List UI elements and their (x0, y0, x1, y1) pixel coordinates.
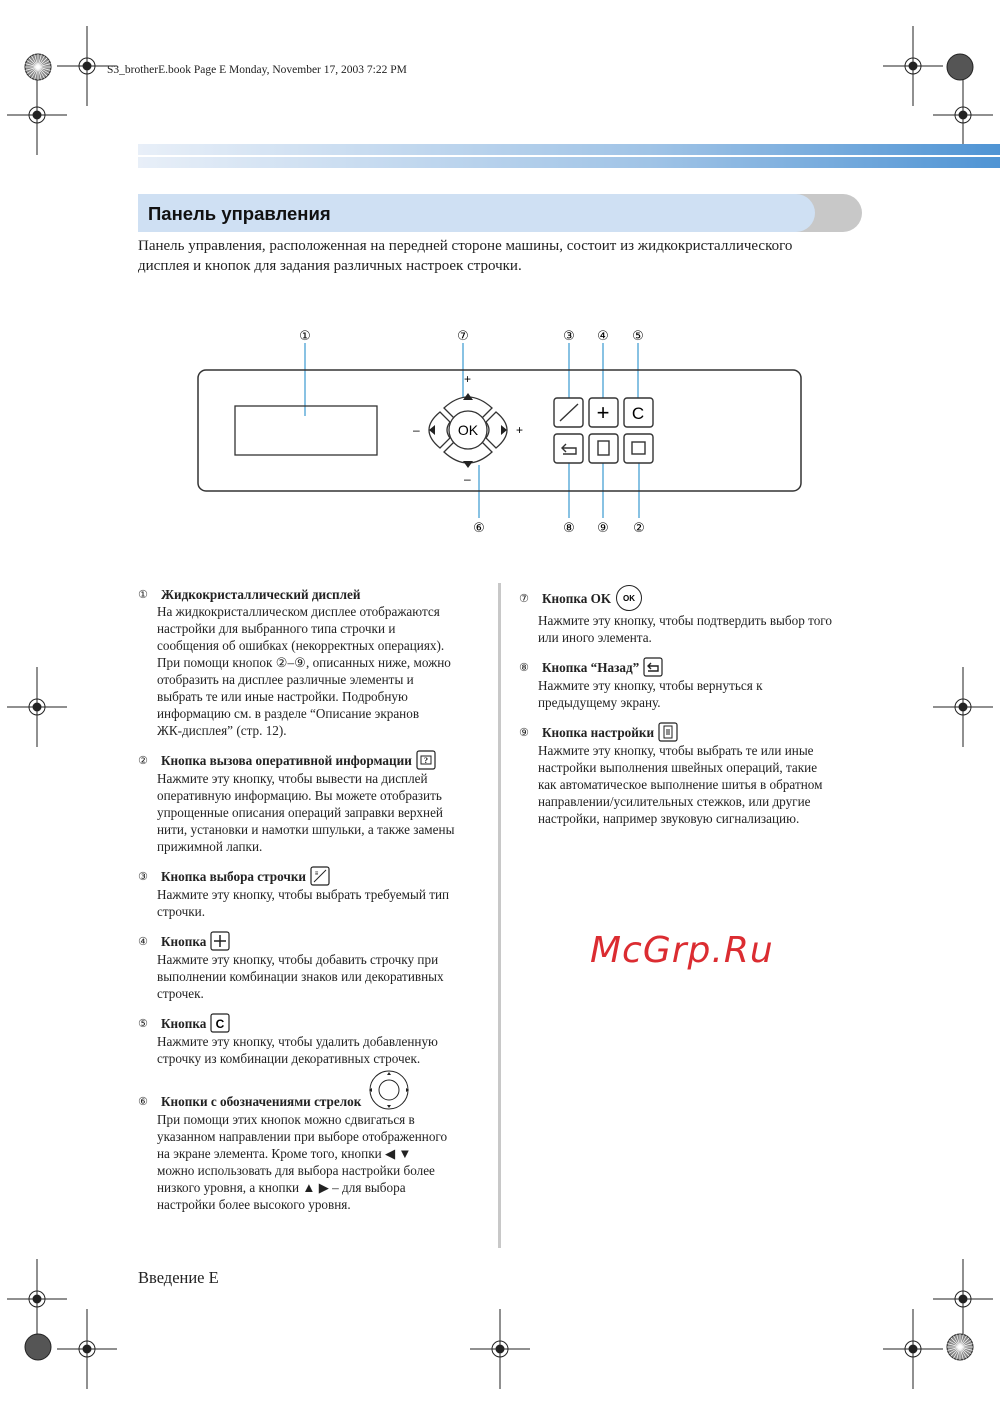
item-text-line: При помощи кнопок ②–⑨, описанных ниже, можно (157, 655, 451, 670)
registration-mark (7, 1259, 67, 1339)
item-number: ① (138, 588, 148, 601)
item-text-line: выбрать те или иные настройки. Подробную (157, 689, 408, 704)
item-text-line: настройки выполнения швейных операций, такие (538, 760, 818, 775)
ok-label: OK (457, 422, 479, 438)
stitch-button-icon (310, 866, 330, 886)
intro-line: Панель управления, расположенная на передней стороне машины, состоит из жидкокристаллического (138, 238, 793, 254)
item-text-line: информацию см. в разделе “Описание экранов (157, 706, 420, 721)
plus-button-icon (210, 931, 230, 951)
c-label: C (631, 404, 645, 423)
registration-mark (933, 75, 993, 155)
list-item (138, 1013, 488, 1067)
minus-left: – (413, 423, 420, 437)
item-text-line: Нажмите эту кнопку, чтобы вывести на дисплей (157, 771, 428, 786)
item-text-line: строчек. (157, 986, 204, 1001)
item-text-line: как автоматическое выполнение шитья в обратном (538, 777, 823, 792)
item-text-line: Нажмите эту кнопку, чтобы удалить добавленную (157, 1034, 438, 1049)
item-title-row (519, 657, 869, 677)
info-button-icon (416, 750, 436, 770)
svg-text:C: C (216, 1017, 225, 1031)
item-text-line: настройки для выбранного типа строчки и (157, 621, 396, 636)
page-title: Панель управления (148, 203, 331, 224)
list-item (138, 866, 488, 920)
item-title: Жидкокристаллический дисплей (161, 587, 361, 602)
item-number: ③ (138, 869, 148, 883)
item-title: Кнопка выбора строчки (161, 868, 307, 884)
registration-mark (933, 667, 993, 747)
back-button-icon (643, 657, 663, 677)
item-title-row (138, 1013, 488, 1033)
item-text-line: прижимной лапки. (157, 839, 263, 854)
minus-bottom: – (464, 472, 471, 486)
plus-top: + (464, 372, 472, 386)
plus-right: + (516, 423, 524, 437)
control-panel-diagram (190, 320, 810, 540)
item-text-line: сообщения об ошибках (некорректных операциях). (157, 638, 445, 653)
item-title: Кнопка “Назад” (542, 659, 640, 675)
item-text-line: настройки, например звуковую сигнализацию. (538, 811, 800, 826)
callout-5: ⑤ (632, 329, 644, 344)
color-target (25, 1334, 51, 1360)
item-title-row (138, 1093, 488, 1111)
item-title-row (138, 931, 488, 951)
intro-text (138, 237, 858, 276)
callout-2: ② (633, 521, 645, 536)
color-target (947, 54, 973, 80)
item-text-line: на экране элемента. Кроме того, кнопки ◀ ▼ (157, 1145, 412, 1161)
item-text-line: нити, установки и намотки шпульки, а также замены (157, 822, 455, 837)
item-text-line: направлении/усилительных стежков, или другие (538, 794, 811, 809)
item-text-line: настройки более высокого уровня. (157, 1196, 351, 1212)
item-title: Кнопка (161, 933, 207, 949)
item-text-line: упрощенные описания операций заправки верхней (157, 805, 443, 820)
item-text-line: предыдущему экрану. (538, 695, 661, 710)
page-footer: Введение E (138, 1268, 219, 1287)
item-text-line: Нажмите эту кнопку, чтобы добавить строчку при (157, 952, 439, 967)
item-number: ② (138, 753, 148, 767)
plus-label: + (596, 400, 610, 425)
callout-7: ⑦ (457, 329, 469, 344)
item-text-line: строчки. (157, 904, 206, 919)
list-item (138, 931, 488, 1002)
registration-mark (7, 75, 67, 155)
item-title-row (138, 750, 488, 770)
callout-8: ⑧ (563, 521, 575, 536)
item-text-line: указанном направлении при выборе отображенного (157, 1128, 448, 1144)
item-number: ⑥ (138, 1095, 148, 1109)
up-arrow-icon (463, 393, 473, 400)
item-title: Кнопка OK (542, 590, 612, 606)
item-text-line: ЖК-дисплея” (стр. 12). (157, 723, 287, 738)
item-text-line: можно использовать для выбора настройки более (157, 1162, 435, 1178)
item-text-line: оперативную информацию. Вы можете отобразить (157, 788, 442, 803)
item-title-row (138, 586, 488, 603)
item-number: ⑦ (519, 591, 529, 605)
blue-bar (138, 144, 1000, 168)
registration-mark (57, 1309, 117, 1389)
callout-3: ③ (563, 329, 575, 344)
info-icon (632, 442, 645, 454)
svg-text:OK: OK (623, 594, 636, 603)
callout-6: ⑥ (473, 521, 485, 536)
item-text-line: выполнении комбинации знаков или декоративных (157, 969, 444, 984)
c-button-icon (210, 1013, 230, 1033)
item-title: Кнопка вызова оперативной информации (161, 752, 412, 768)
item-number: ⑤ (138, 1016, 148, 1030)
registration-mark (933, 1259, 993, 1339)
list-item (138, 1093, 488, 1213)
left-column (138, 586, 488, 1224)
item-title: Кнопки с обозначениями стрелок (161, 1094, 362, 1110)
registration-mark (883, 26, 943, 106)
intro-line: дисплея и кнопок для задания различных настроек строчки. (138, 257, 522, 274)
registration-mark (7, 667, 67, 747)
watermark: McGrp.Ru (590, 930, 774, 971)
ok-button-icon (615, 584, 643, 612)
column-divider (498, 583, 501, 1248)
item-number: ⑧ (519, 660, 529, 674)
item-text-line: Нажмите эту кнопку, чтобы вернуться к (538, 678, 763, 693)
item-title-row (519, 722, 869, 742)
list-item (519, 722, 869, 827)
item-number: ④ (138, 934, 148, 948)
down-arrow-icon (463, 461, 473, 468)
item-title-row (519, 584, 869, 612)
registration-mark (470, 1309, 530, 1389)
callout-1: ① (299, 329, 311, 344)
registration-mark (883, 1309, 943, 1389)
item-text-line: строчку из комбинации декоративных строчек. (157, 1051, 421, 1066)
svg-text:≡: ≡ (315, 871, 319, 877)
item-number: ⑨ (519, 725, 529, 739)
item-text-line: отобразить на дисплее различные элементы и (157, 672, 414, 687)
item-text-line: При помощи этих кнопок можно сдвигаться в (157, 1111, 415, 1127)
list-item (519, 584, 869, 646)
item-title: Кнопка настройки (542, 724, 655, 740)
item-text-line: На жидкокристаллическом дисплее отображаются (157, 604, 440, 619)
item-text-line: Нажмите эту кнопку, чтобы выбрать те или иные (538, 743, 814, 758)
list-item (138, 750, 488, 855)
item-title-row (138, 866, 488, 886)
settings-icon (598, 441, 609, 455)
item-title: Кнопка (161, 1015, 207, 1031)
item-text-line: низкого уровня, а кнопки ▲ ▶ – для выбора (157, 1179, 406, 1195)
item-text-line: или иного элемента. (538, 630, 652, 645)
print-header: S3_brotherE.book Page E Monday, November 17, 2003 7:22 PM (107, 64, 407, 76)
item-text-line: Нажмите эту кнопку, чтобы выбрать требуемый тип (157, 887, 450, 902)
callout-9: ⑨ (597, 521, 609, 536)
svg-text:?: ? (423, 756, 428, 765)
callout-4: ④ (597, 329, 609, 344)
lcd-display (235, 406, 377, 455)
arrows-button-icon (365, 1093, 413, 1111)
list-item (519, 657, 869, 711)
item-text-line: Нажмите эту кнопку, чтобы подтвердить выбор того (538, 613, 832, 628)
settings-button-icon (658, 722, 678, 742)
right-column (519, 584, 869, 838)
list-item (138, 586, 488, 739)
